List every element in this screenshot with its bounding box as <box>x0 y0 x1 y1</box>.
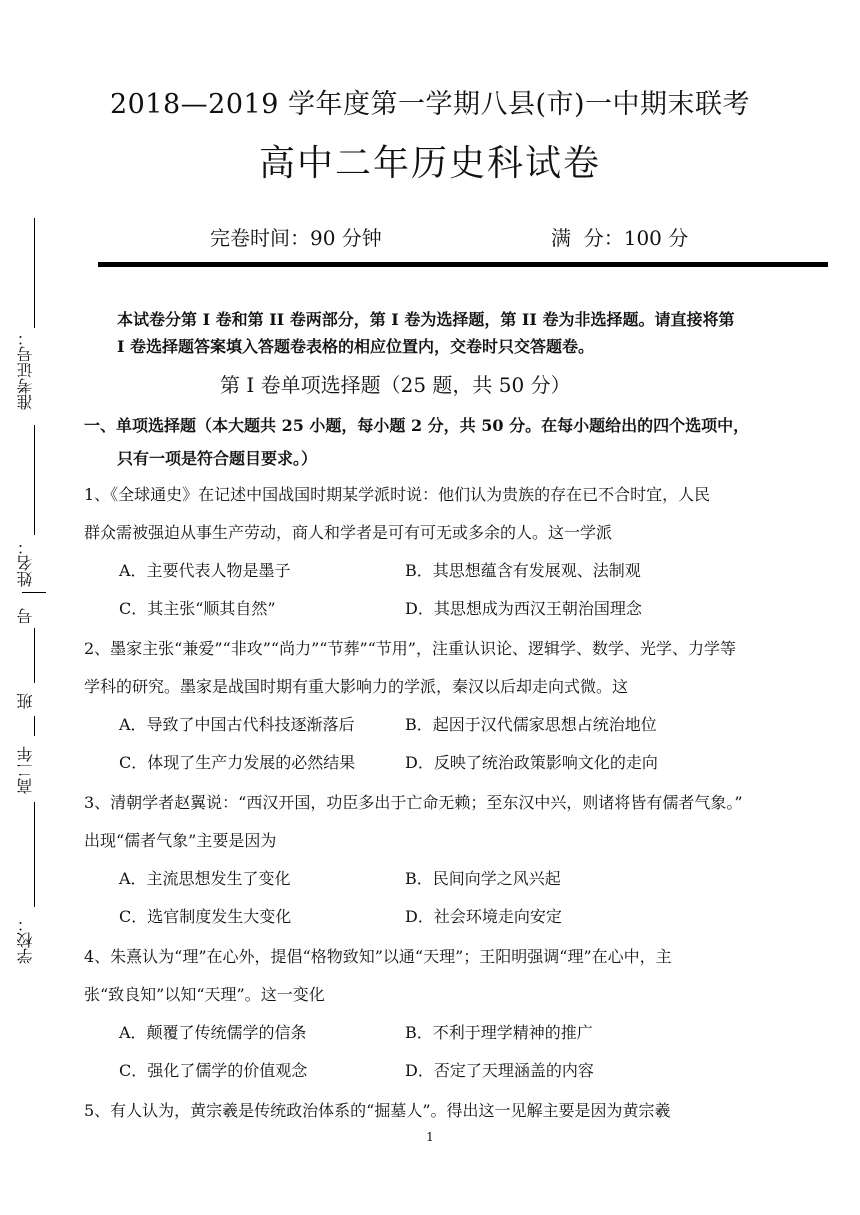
option-b: B．民间向学之风兴起 <box>405 869 561 888</box>
option-a: A．导致了中国古代科技逐渐落后 <box>119 715 355 734</box>
exam-id-label: 准考证号： <box>16 330 35 410</box>
question-stem: 3、清朝学者赵翼说：“西汉开国，功臣多出于亡命无赖；至东汉中兴，则诸将皆有儒者气象。” <box>84 793 743 812</box>
instructions-line-1: 本试卷分第 I 卷和第 II 卷两部分，第 I 卷为选择题，第 II 卷为非选择题。请直接将第 <box>117 310 735 329</box>
part-heading-line-2: 只有一项是符合题目要求。） <box>117 449 318 468</box>
exam-series-title: 2018—2019 学年度第一学期八县(市)一中期末联考 <box>109 89 751 120</box>
grade-label: 高二年 <box>16 746 35 794</box>
binding-line <box>34 628 35 683</box>
question-stem: 张“致良知”以知“天理”。这一变化 <box>84 985 325 1004</box>
class-label: 班 <box>16 693 35 709</box>
binding-line <box>34 716 35 736</box>
question-stem: 2、墨家主张“兼爱”“非攻”“尚力”“节葬”“节用”，注重认识论、逻辑学、数学、光学、力学等 <box>84 639 736 658</box>
section-title: 第 I 卷单项选择题（25 题，共 50 分） <box>220 373 571 397</box>
part-heading-line-1: 一、单项选择题（本大题共 25 小题，每小题 2 分，共 50 分。在每小题给出的四个选项中， <box>84 416 750 435</box>
option-b: B．不利于理学精神的推广 <box>405 1023 593 1042</box>
binding-line <box>34 802 35 907</box>
school-label: 学校： <box>16 916 35 964</box>
header-rule <box>98 262 828 267</box>
number-label: 号 <box>16 608 35 624</box>
option-d: D．其思想成为西汉王朝治国理念 <box>405 599 642 618</box>
question-stem: 5、有人认为，黄宗羲是传统政治体系的“掘墓人”。得出这一见解主要是因为黄宗羲 <box>84 1101 671 1120</box>
option-b: B．起因于汉代儒家思想占统治地位 <box>405 715 657 734</box>
exam-paper-title: 高中二年历史科试卷 <box>258 143 601 184</box>
binding-line <box>34 425 35 535</box>
exam-duration: 完卷时间：90 分钟 <box>210 226 382 250</box>
option-c: C．其主张“顺其自然” <box>119 599 276 618</box>
binding-tick <box>22 592 46 593</box>
question-stem: 群众需被强迫从事生产劳动，商人和学者是可有可无或多余的人。这一学派 <box>84 523 613 542</box>
question-stem: 1、《全球通史》在记述中国战国时期某学派时说：他们认为贵族的存在已不合时宜，人民 <box>84 485 711 504</box>
option-d: D．否定了天理涵盖的内容 <box>405 1061 594 1080</box>
option-c: C．选官制度发生大变化 <box>119 907 292 926</box>
option-a: A．主流思想发生了变化 <box>119 869 291 888</box>
option-c: C．体现了生产力发展的必然结果 <box>119 753 356 772</box>
question-stem: 学科的研究。墨家是战国时期有重大影响力的学派，秦汉以后却走向式微。这 <box>84 677 629 696</box>
instructions-line-2: I 卷选择题答案填入答题卷表格的相应位置内，交卷时只交答题卷。 <box>117 337 595 356</box>
option-b: B．其思想蕴含有发展观、法制观 <box>405 561 641 580</box>
question-stem: 出现“儒者气象”主要是因为 <box>84 831 277 850</box>
option-d: D．社会环境走向安定 <box>405 907 562 926</box>
option-a: A．颠覆了传统儒学的信条 <box>119 1023 307 1042</box>
option-a: A．主要代表人物是墨子 <box>119 561 291 580</box>
binding-line <box>34 218 35 328</box>
option-c: C．强化了儒学的价值观念 <box>119 1061 308 1080</box>
exam-full-score: 满 分：100 分 <box>551 226 689 250</box>
name-label: 姓名： <box>16 539 35 587</box>
question-stem: 4、朱熹认为“理”在心外，提倡“格物致知”以通“天理”；王阳明强调“理”在心中，主 <box>84 947 672 966</box>
option-d: D．反映了统治政策影响文化的走向 <box>405 753 658 772</box>
page-number: 1 <box>426 1130 434 1144</box>
